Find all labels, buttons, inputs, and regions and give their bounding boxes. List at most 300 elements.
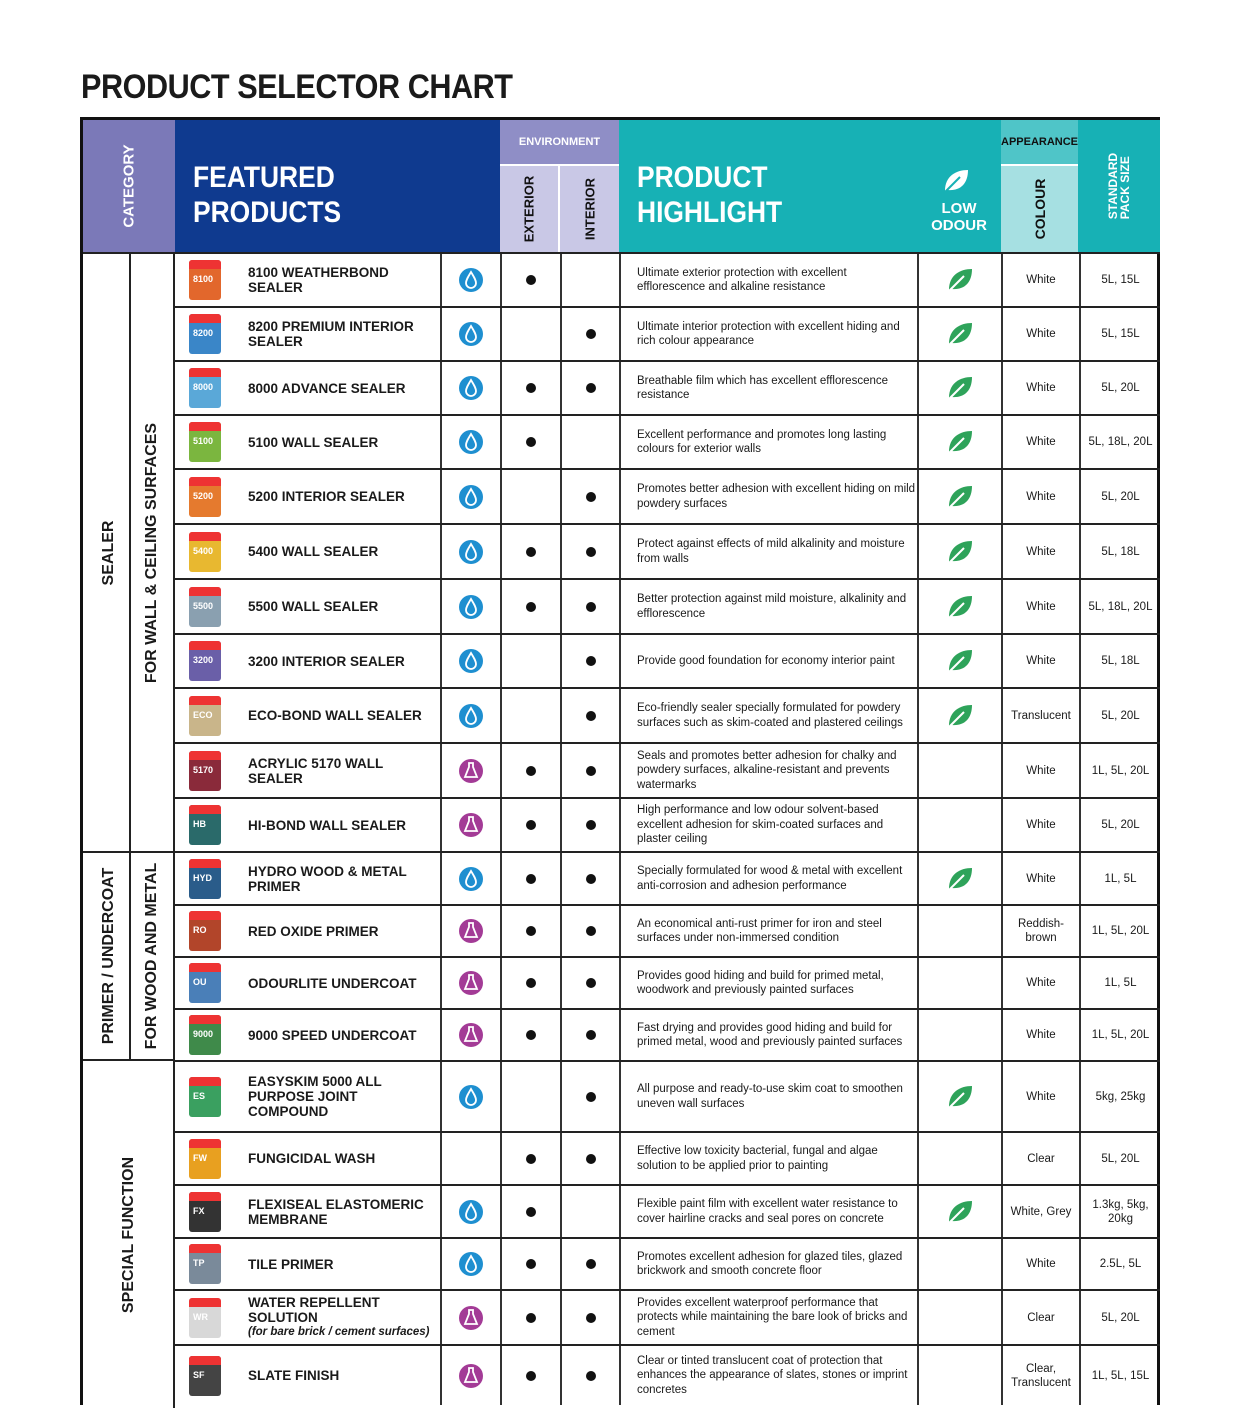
interior-dot bbox=[586, 926, 596, 936]
category-special bbox=[83, 1059, 175, 1408]
low-odour-cell bbox=[917, 635, 1001, 687]
product-name-cell bbox=[235, 958, 440, 1008]
exterior-cell bbox=[500, 1239, 560, 1289]
can-label: ECO bbox=[193, 709, 213, 720]
product-can-image bbox=[189, 477, 221, 517]
product-name-text: ECO-BOND WALL SEALER bbox=[248, 708, 422, 723]
highlight-text: Ultimate interior protection with excellent hiding and rich colour appearance bbox=[637, 320, 900, 347]
exterior-dot bbox=[526, 1207, 536, 1217]
product-image-cell bbox=[175, 906, 235, 956]
leaf-icon bbox=[946, 866, 974, 892]
highlight-cell bbox=[619, 470, 917, 523]
product-name-cell bbox=[235, 308, 440, 360]
low-odour-cell bbox=[917, 689, 1001, 742]
product-image-cell bbox=[175, 254, 235, 306]
interior-dot bbox=[586, 656, 596, 666]
product-name-cell bbox=[235, 635, 440, 687]
product-can-image bbox=[189, 532, 221, 572]
table-row bbox=[175, 904, 1160, 956]
highlight-text: All purpose and ready-to-use skim coat to smoothen uneven wall surfaces bbox=[637, 1083, 903, 1110]
product-name bbox=[248, 1295, 440, 1340]
product-name bbox=[248, 435, 378, 450]
product-image-cell bbox=[175, 799, 235, 851]
colour-header bbox=[1001, 166, 1078, 252]
can-label: 5500 bbox=[193, 600, 214, 611]
water-based-icon bbox=[458, 1199, 484, 1225]
can-lid bbox=[189, 963, 221, 972]
exterior-dot bbox=[526, 437, 536, 447]
product-name-text: ODOURLITE UNDERCOAT bbox=[248, 975, 417, 991]
can-lid bbox=[189, 1015, 221, 1024]
interior-dot bbox=[586, 1030, 596, 1040]
highlight-text: Provides good hiding and build for primed metal, woodwork and previously painted surfaces bbox=[637, 969, 884, 996]
product-can-image bbox=[189, 696, 221, 736]
product-name-cell bbox=[235, 853, 440, 904]
product-name-text: 3200 INTERIOR SEALER bbox=[248, 653, 405, 669]
product-image-cell bbox=[175, 1346, 235, 1405]
product-can-image bbox=[189, 1356, 221, 1396]
product-can-image bbox=[189, 1192, 221, 1232]
table-row bbox=[175, 1008, 1160, 1060]
exterior-cell bbox=[500, 580, 560, 633]
product-name bbox=[248, 818, 406, 833]
highlight-text: Promotes better adhesion with excellent hiding on mild powdery surfaces bbox=[637, 483, 916, 510]
header-low-odour bbox=[917, 120, 1001, 252]
product-subname: (for bare brick / cement surfaces) bbox=[248, 1326, 430, 1338]
special-label: SPECIAL FUNCTION bbox=[120, 1156, 137, 1313]
leaf-icon bbox=[946, 648, 974, 674]
can-label: TP bbox=[193, 1258, 205, 1268]
colour-cell: White bbox=[1001, 362, 1079, 414]
highlight-cell bbox=[619, 689, 917, 742]
product-image-cell bbox=[175, 525, 235, 578]
highlight-text: Provide good foundation for economy interior paint bbox=[637, 654, 895, 667]
table-row bbox=[175, 956, 1160, 1008]
highlight-cell bbox=[619, 1291, 917, 1344]
base-type-cell bbox=[440, 958, 500, 1008]
product-can-image bbox=[189, 911, 221, 951]
highlight-text: Protect against effects of mild alkalinity and moisture from walls bbox=[637, 538, 905, 565]
product-name bbox=[248, 1028, 417, 1043]
sub-category-divider bbox=[129, 252, 131, 1059]
product-name-text: 5500 WALL SEALER bbox=[248, 599, 379, 614]
exterior-cell bbox=[500, 689, 560, 742]
can-label: HB bbox=[193, 819, 206, 829]
product-can-image bbox=[189, 422, 221, 462]
water-based-icon bbox=[458, 429, 484, 455]
solvent-based-icon bbox=[458, 970, 484, 996]
exterior-dot bbox=[526, 1259, 536, 1269]
exterior-cell bbox=[500, 308, 560, 360]
product-image-cell bbox=[175, 1062, 235, 1131]
selector-chart bbox=[80, 117, 1160, 1405]
product-name-cell bbox=[235, 580, 440, 633]
exterior-cell bbox=[500, 416, 560, 468]
product-name-text: EASYSKIM 5000 ALL PURPOSE JOINT COMPOUND bbox=[248, 1074, 382, 1119]
product-name-cell bbox=[235, 254, 440, 306]
highlight-cell bbox=[619, 635, 917, 687]
can-label: 8000 bbox=[193, 382, 214, 392]
product-name-cell bbox=[235, 1186, 440, 1237]
product-can-image bbox=[189, 314, 221, 354]
water-based-icon bbox=[458, 539, 484, 565]
water-based-icon bbox=[458, 321, 484, 347]
low-odour-cell bbox=[917, 906, 1001, 956]
interior-cell bbox=[560, 580, 619, 633]
highlight-text: Eco-friendly sealer specially formulated for powdery surfaces such as skim-coated and plastered ceilings bbox=[637, 702, 903, 729]
can-lid bbox=[189, 751, 221, 760]
interior-dot bbox=[586, 711, 596, 721]
interior-cell bbox=[560, 853, 619, 904]
exterior-dot bbox=[526, 978, 536, 988]
product-name-text: RED OXIDE PRIMER bbox=[248, 923, 379, 939]
product-image-cell bbox=[175, 362, 235, 414]
product-image-cell bbox=[175, 958, 235, 1008]
product-can-image bbox=[189, 963, 221, 1003]
can-lid bbox=[189, 1192, 221, 1201]
product-image-cell bbox=[175, 580, 235, 633]
product-can-image bbox=[189, 260, 221, 300]
interior-dot bbox=[586, 1092, 596, 1102]
highlight-cell bbox=[619, 1346, 917, 1405]
can-label: OU bbox=[193, 977, 207, 987]
product-name-text: FUNGICIDAL WASH bbox=[248, 1151, 376, 1166]
colour-cell: White bbox=[1001, 580, 1079, 633]
product-name-cell bbox=[235, 1291, 440, 1344]
product-can-image bbox=[189, 587, 221, 627]
base-type-cell bbox=[440, 1133, 500, 1184]
highlight-header-label bbox=[637, 160, 782, 230]
low-odour-line1: LOW bbox=[941, 200, 977, 217]
interior-cell bbox=[560, 254, 619, 306]
product-name bbox=[248, 1368, 339, 1383]
can-lid bbox=[189, 422, 221, 431]
interior-dot bbox=[586, 766, 596, 776]
header-appearance bbox=[1001, 120, 1078, 252]
product-name bbox=[248, 864, 440, 894]
colour-cell: White, Grey bbox=[1001, 1186, 1079, 1237]
leaf-icon bbox=[946, 1084, 974, 1110]
featured-line2: PRODUCTS bbox=[193, 196, 342, 229]
product-image-cell bbox=[175, 635, 235, 687]
product-name-text: 8200 PREMIUM INTERIOR SEALER bbox=[248, 319, 414, 349]
exterior-cell bbox=[500, 1010, 560, 1060]
product-name-text: 5100 WALL SEALER bbox=[248, 434, 379, 450]
interior-dot bbox=[586, 547, 596, 557]
highlight-cell bbox=[619, 958, 917, 1008]
low-odour-cell bbox=[917, 1133, 1001, 1184]
table-row bbox=[175, 523, 1160, 578]
base-type-cell bbox=[440, 254, 500, 306]
table-row bbox=[175, 687, 1160, 742]
base-type-cell bbox=[440, 744, 500, 797]
table-row bbox=[175, 851, 1160, 904]
table-row bbox=[175, 1237, 1160, 1289]
pack-size-cell: 1L, 5L, 15L bbox=[1079, 1346, 1160, 1405]
interior-dot bbox=[586, 1313, 596, 1323]
can-lid bbox=[189, 260, 221, 269]
product-name bbox=[248, 976, 417, 991]
table-row bbox=[175, 1060, 1160, 1131]
interior-cell bbox=[560, 744, 619, 797]
pack-size-cell: 5L, 20L bbox=[1079, 799, 1160, 851]
colour-cell: Reddish-brown bbox=[1001, 906, 1079, 956]
can-label: 5170 bbox=[193, 764, 214, 775]
product-can-image bbox=[189, 368, 221, 408]
product-name-cell bbox=[235, 744, 440, 797]
highlight-line1: PRODUCT bbox=[637, 161, 768, 194]
highlight-cell bbox=[619, 853, 917, 904]
colour-cell: Translucent bbox=[1001, 689, 1079, 742]
can-lid bbox=[189, 1244, 221, 1253]
can-label: FX bbox=[193, 1205, 205, 1216]
interior-cell bbox=[560, 1133, 619, 1184]
colour-cell: White bbox=[1001, 470, 1079, 523]
interior-cell bbox=[560, 1239, 619, 1289]
product-name-text: 9000 SPEED UNDERCOAT bbox=[248, 1027, 417, 1043]
header-pack-size bbox=[1078, 120, 1160, 252]
leaf-icon bbox=[946, 1199, 974, 1225]
can-lid bbox=[189, 587, 221, 596]
product-image-cell bbox=[175, 1291, 235, 1344]
exterior-cell bbox=[500, 1133, 560, 1184]
product-name-text: HI-BOND WALL SEALER bbox=[248, 817, 406, 833]
base-type-cell bbox=[440, 1186, 500, 1237]
product-can-image bbox=[189, 859, 221, 899]
can-label: 5400 bbox=[193, 545, 214, 556]
exterior-cell bbox=[500, 635, 560, 687]
highlight-cell bbox=[619, 744, 917, 797]
highlight-cell bbox=[619, 416, 917, 468]
featured-line1: FEATURED bbox=[193, 161, 335, 194]
interior-cell bbox=[560, 1186, 619, 1237]
interior-dot bbox=[586, 1371, 596, 1381]
pack-size-cell: 1L, 5L bbox=[1079, 853, 1160, 904]
interior-cell bbox=[560, 362, 619, 414]
pack-size-cell: 5L, 15L bbox=[1079, 308, 1160, 360]
pack-size-cell: 5L, 18L, 20L bbox=[1079, 580, 1160, 633]
highlight-cell bbox=[619, 1239, 917, 1289]
pack-size-cell: 5L, 20L bbox=[1079, 470, 1160, 523]
product-name bbox=[248, 1074, 440, 1119]
can-label: WR bbox=[193, 1311, 208, 1322]
featured-header-label bbox=[193, 160, 341, 230]
product-name bbox=[248, 489, 405, 504]
can-lid bbox=[189, 1356, 221, 1365]
highlight-text: An economical anti-rust primer for iron and steel surfaces under non-immersed condition bbox=[637, 917, 882, 944]
can-label: RO bbox=[193, 925, 207, 935]
can-label: 5200 bbox=[193, 490, 214, 501]
product-name-text: FLEXISEAL ELASTOMERIC MEMBRANE bbox=[248, 1196, 424, 1227]
low-odour-cell bbox=[917, 1062, 1001, 1131]
highlight-text: Seals and promotes better adhesion for chalky and powdery surfaces, alkaline-resistant and prevents watermarks bbox=[637, 749, 897, 791]
water-based-icon bbox=[458, 1251, 484, 1277]
product-name-cell bbox=[235, 1010, 440, 1060]
leaf-icon bbox=[946, 375, 974, 401]
product-name-text: 5400 WALL SEALER bbox=[248, 544, 379, 559]
leaf-icon bbox=[946, 429, 974, 455]
product-name bbox=[248, 756, 440, 786]
product-name-cell bbox=[235, 689, 440, 742]
exterior-dot bbox=[526, 926, 536, 936]
can-lid bbox=[189, 477, 221, 486]
can-lid bbox=[189, 1298, 221, 1307]
can-lid bbox=[189, 314, 221, 323]
interior-cell bbox=[560, 958, 619, 1008]
colour-cell: White bbox=[1001, 853, 1079, 904]
product-name-cell bbox=[235, 1062, 440, 1131]
highlight-text: Provides excellent waterproof performance that protects while maintaining the bare look of bricks and cement bbox=[637, 1296, 908, 1338]
low-odour-cell bbox=[917, 362, 1001, 414]
exterior-cell bbox=[500, 1186, 560, 1237]
highlight-text: Excellent performance and promotes long lasting colours for exterior walls bbox=[637, 428, 887, 455]
can-lid bbox=[189, 911, 221, 920]
product-name bbox=[248, 381, 406, 396]
solvent-based-icon bbox=[458, 1305, 484, 1331]
product-image-cell bbox=[175, 308, 235, 360]
colour-cell: White bbox=[1001, 958, 1079, 1008]
table-row bbox=[175, 414, 1160, 468]
base-type-cell bbox=[440, 906, 500, 956]
product-name-cell bbox=[235, 1346, 440, 1405]
interior-dot bbox=[586, 1154, 596, 1164]
exterior-dot bbox=[526, 383, 536, 393]
exterior-cell bbox=[500, 906, 560, 956]
table-row bbox=[175, 1131, 1160, 1184]
category-header-label: CATEGORY bbox=[120, 144, 138, 228]
product-name bbox=[248, 544, 378, 559]
water-based-icon bbox=[458, 594, 484, 620]
colour-cell: White bbox=[1001, 254, 1079, 306]
product-image-cell bbox=[175, 689, 235, 742]
table-row bbox=[175, 360, 1160, 414]
colour-label: COLOUR bbox=[1031, 178, 1048, 240]
product-name bbox=[248, 924, 379, 939]
product-image-cell bbox=[175, 1186, 235, 1237]
product-name-cell bbox=[235, 906, 440, 956]
highlight-text: Better protection against mild moisture, alkalinity and efflorescence bbox=[637, 593, 907, 620]
base-type-cell bbox=[440, 362, 500, 414]
solvent-based-icon bbox=[458, 758, 484, 784]
base-type-cell bbox=[440, 416, 500, 468]
low-odour-cell bbox=[917, 254, 1001, 306]
water-based-icon bbox=[458, 484, 484, 510]
highlight-cell bbox=[619, 525, 917, 578]
solvent-based-icon bbox=[458, 812, 484, 838]
highlight-text: Clear or tinted translucent coat of protection that enhances the appearance of slates, stones or imprint concretes bbox=[637, 1354, 908, 1396]
header-featured bbox=[175, 120, 500, 252]
product-name-text: SLATE FINISH bbox=[248, 1368, 340, 1383]
interior-header bbox=[560, 166, 619, 252]
interior-cell bbox=[560, 308, 619, 360]
highlight-text: Fast drying and provides good hiding and build for primed metal, wood and previously painted surfaces bbox=[637, 1021, 903, 1048]
highlight-cell bbox=[619, 1133, 917, 1184]
product-name-text: WATER REPELLENT SOLUTION bbox=[248, 1295, 380, 1325]
colour-cell: White bbox=[1001, 416, 1079, 468]
solvent-based-icon bbox=[458, 918, 484, 944]
pack-size-cell: 5L, 20L bbox=[1079, 689, 1160, 742]
product-can-image bbox=[189, 1244, 221, 1284]
interior-cell bbox=[560, 416, 619, 468]
interior-cell bbox=[560, 525, 619, 578]
product-name-cell bbox=[235, 799, 440, 851]
pack-size-cell: 5L, 18L bbox=[1079, 525, 1160, 578]
interior-dot bbox=[586, 492, 596, 502]
pack-size-cell: 5L, 20L bbox=[1079, 1133, 1160, 1184]
exterior-dot bbox=[526, 1371, 536, 1381]
low-odour-cell bbox=[917, 1346, 1001, 1405]
can-label: FW bbox=[193, 1152, 207, 1163]
can-label: 5100 bbox=[193, 436, 214, 446]
product-image-cell bbox=[175, 1239, 235, 1289]
exterior-dot bbox=[526, 820, 536, 830]
can-label: 8100 bbox=[193, 274, 214, 284]
colour-cell: White bbox=[1001, 799, 1079, 851]
pack-size-cell: 1L, 5L, 20L bbox=[1079, 906, 1160, 956]
product-image-cell bbox=[175, 470, 235, 523]
pack-size-cell: 1L, 5L bbox=[1079, 958, 1160, 1008]
water-based-icon bbox=[458, 648, 484, 674]
product-name-text: 5200 INTERIOR SEALER bbox=[248, 489, 405, 504]
water-based-icon bbox=[458, 267, 484, 293]
interior-cell bbox=[560, 1062, 619, 1131]
low-odour-cell bbox=[917, 308, 1001, 360]
base-type-cell bbox=[440, 580, 500, 633]
low-odour-cell bbox=[917, 470, 1001, 523]
highlight-cell bbox=[619, 1062, 917, 1131]
product-image-cell bbox=[175, 416, 235, 468]
product-can-image bbox=[189, 1015, 221, 1055]
header-category bbox=[83, 120, 175, 252]
pack-size-cell: 1L, 5L, 20L bbox=[1079, 744, 1160, 797]
base-type-cell bbox=[440, 853, 500, 904]
pack-size-cell: 5L, 20L bbox=[1079, 1291, 1160, 1344]
exterior-cell bbox=[500, 744, 560, 797]
product-name-cell bbox=[235, 470, 440, 523]
exterior-dot bbox=[526, 1313, 536, 1323]
pack-size-cell: 5L, 18L bbox=[1079, 635, 1160, 687]
exterior-label: EXTERIOR bbox=[521, 175, 537, 243]
product-name bbox=[248, 319, 440, 349]
highlight-text: Promotes excellent adhesion for glazed tiles, glazed brickwork and smooth concrete floor bbox=[637, 1250, 903, 1277]
exterior-cell bbox=[500, 958, 560, 1008]
table-row bbox=[175, 742, 1160, 797]
low-odour-cell bbox=[917, 580, 1001, 633]
product-name-cell bbox=[235, 1239, 440, 1289]
exterior-cell bbox=[500, 525, 560, 578]
exterior-cell bbox=[500, 853, 560, 904]
can-lid bbox=[189, 641, 221, 650]
page-title: PRODUCT SELECTOR CHART bbox=[81, 68, 513, 106]
primer-sub-label: FOR WOOD AND METAL bbox=[143, 862, 160, 1050]
colour-cell: White bbox=[1001, 744, 1079, 797]
highlight-text: High performance and low odour solvent-based excellent adhesion for skim-coated surfaces and plaster ceiling bbox=[637, 804, 884, 846]
highlight-cell bbox=[619, 799, 917, 851]
interior-cell bbox=[560, 1346, 619, 1405]
table-row bbox=[175, 1289, 1160, 1344]
product-name bbox=[248, 1197, 440, 1227]
can-label: ES bbox=[193, 1090, 206, 1101]
highlight-text: Breathable film which has excellent efflorescence resistance bbox=[637, 374, 889, 401]
highlight-text: Specially formulated for wood & metal with excellent anti-corrosion and adhesion performance bbox=[637, 865, 903, 892]
pack-size-cell: 1.3kg, 5kg, 20kg bbox=[1079, 1186, 1160, 1237]
leaf-icon bbox=[946, 539, 974, 565]
interior-cell bbox=[560, 470, 619, 523]
colour-cell: Clear bbox=[1001, 1133, 1079, 1184]
can-label: 3200 bbox=[193, 655, 214, 665]
product-name bbox=[248, 1151, 375, 1166]
interior-dot bbox=[586, 602, 596, 612]
